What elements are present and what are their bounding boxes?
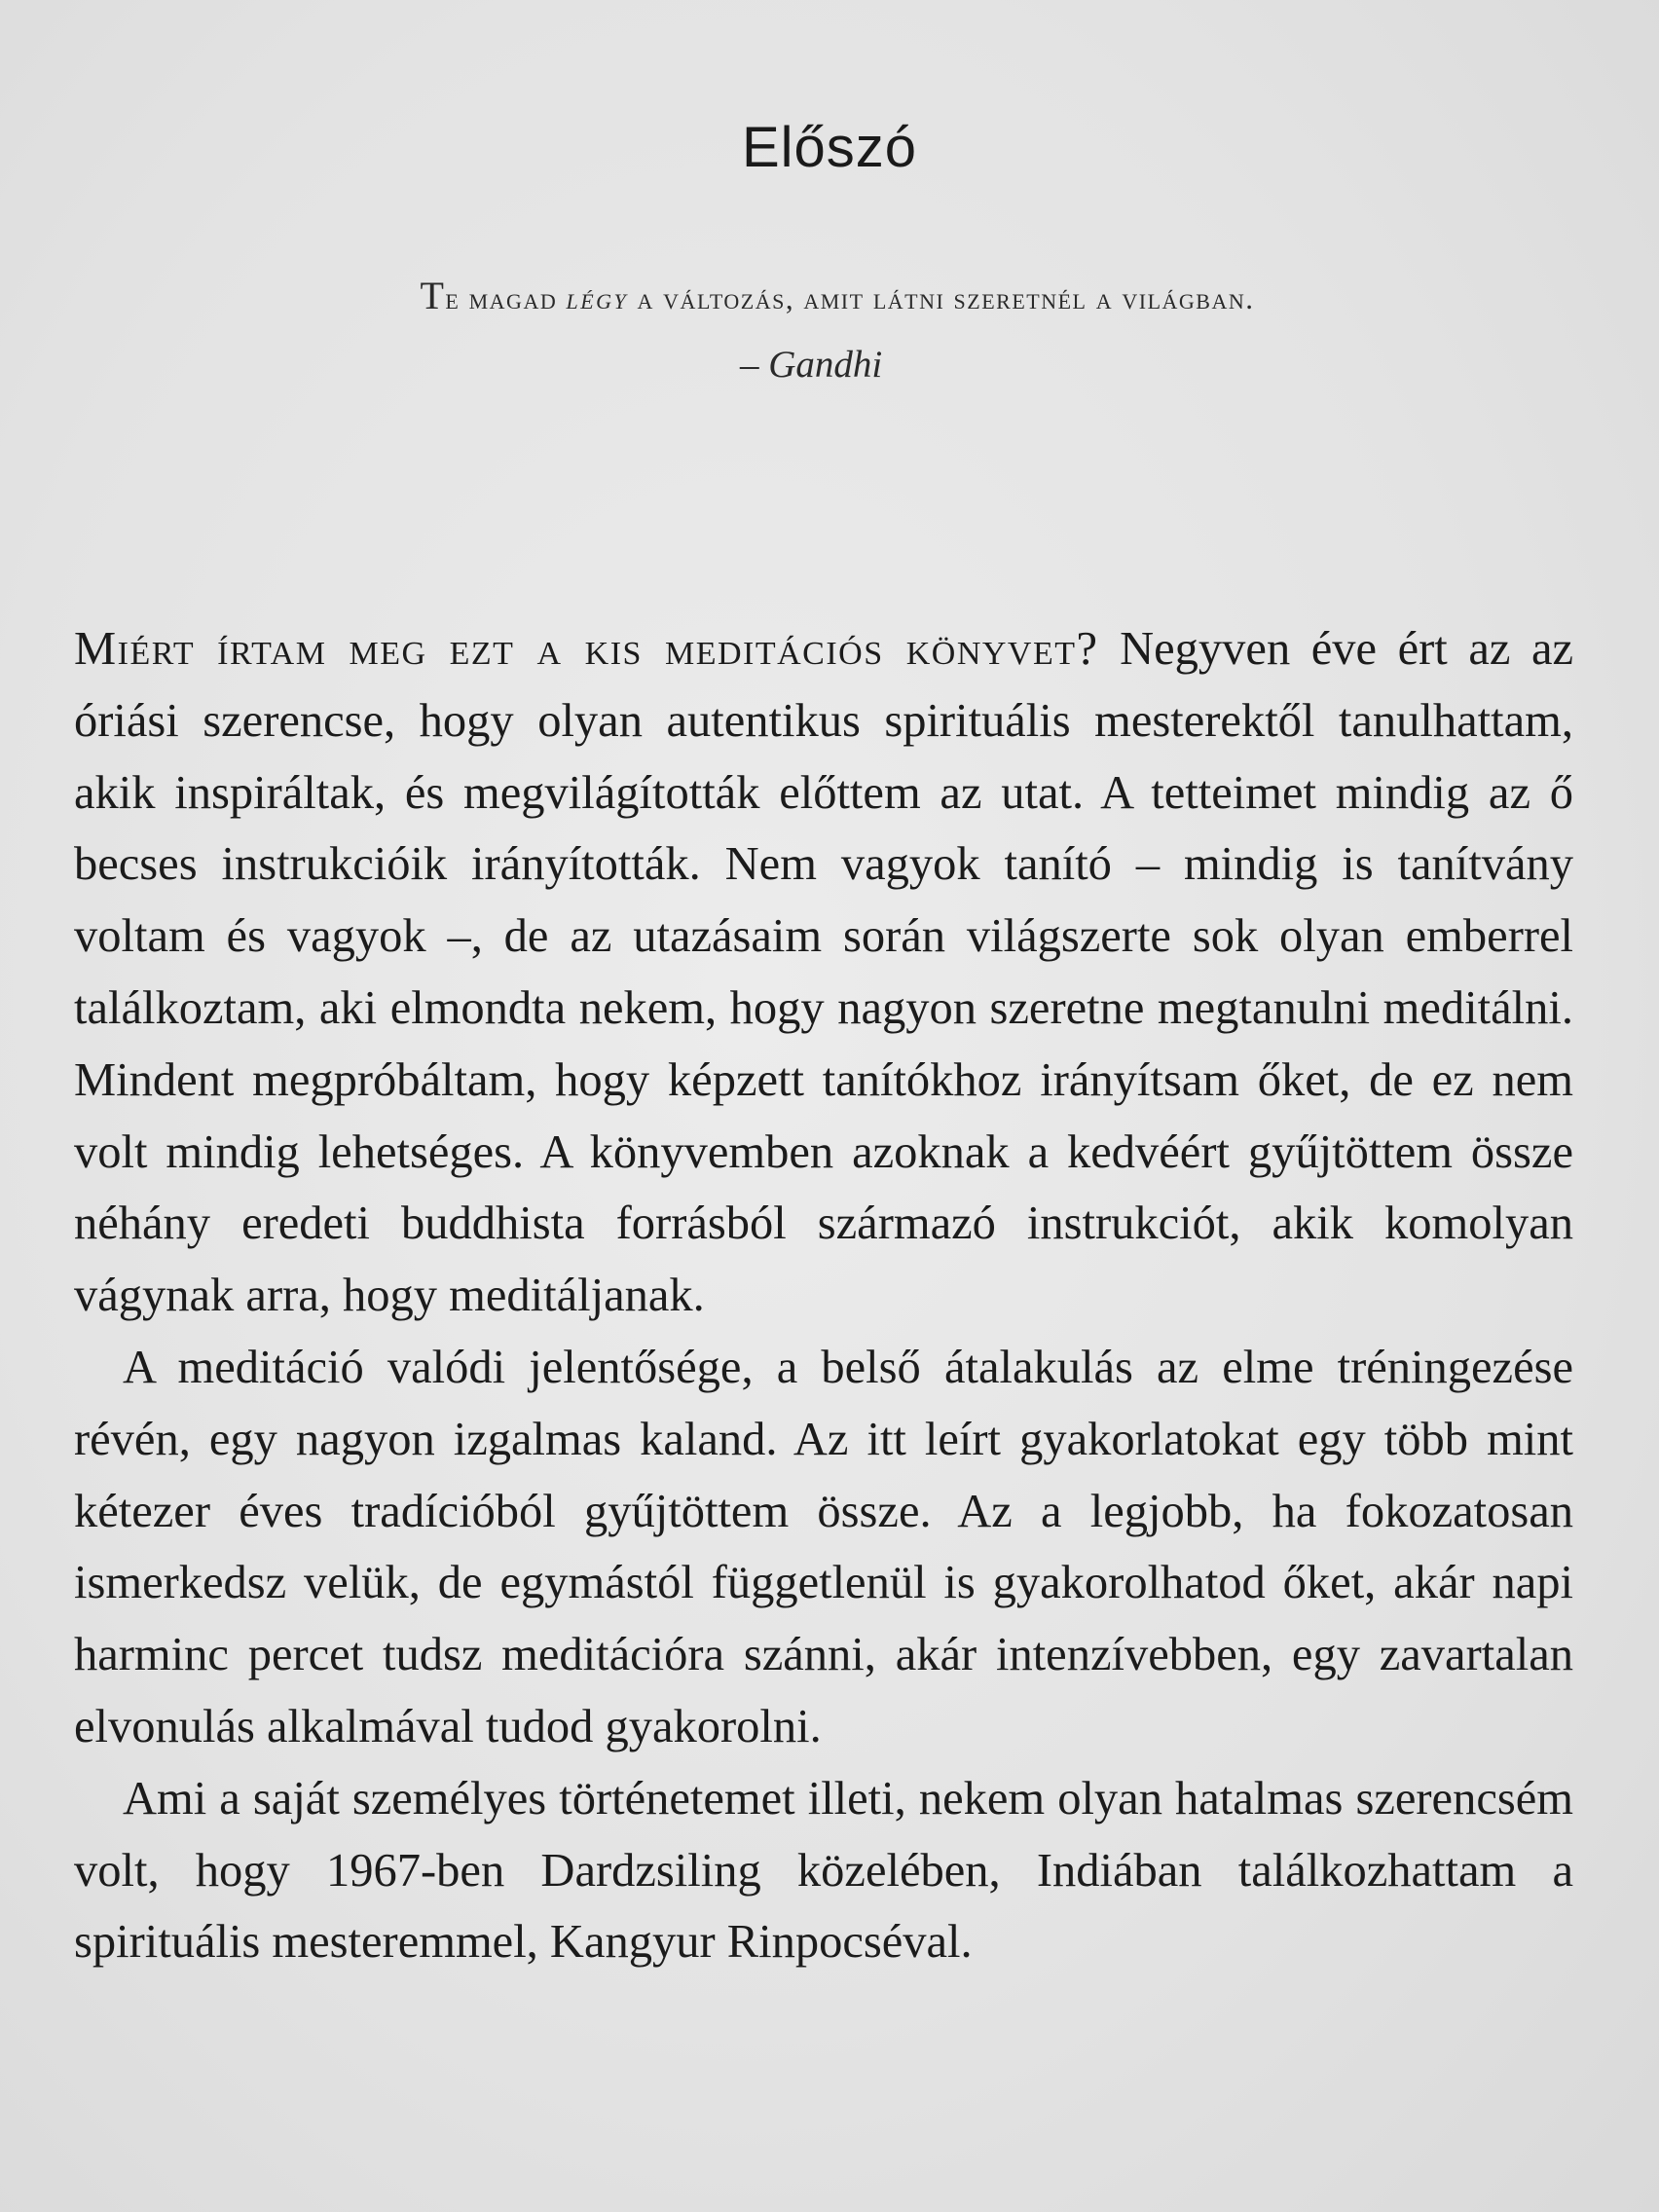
paragraph-1-text: Negyven éve ért az az óriási szerencse, hogy olyan autentikus spirituális mesterektől tanulhattam, akik inspiráltak, és megvilágították előttem az utat. A tetteimet mindig az ő becses instrukcióik irányították. Nem vagyok tanító – mindig is tanítvány voltam és vagyok –, de az utazásaim során világszerte sok olyan emberrel találkoztam, aki elmondta nekem, hogy nagyon szeretne megtanulni meditálni. Mindent megpróbáltam, hogy képzett tanítókhoz irányítsam őket, de ez nem volt mindig lehetséges. A könyvemben azoknak a kedvéért gyűjtöttem össze néhány eredeti buddhista forrásból származó instrukciót, akik komolyan vágynak arra, hogy meditáljanak.	[74, 623, 1573, 1322]
paragraph-lead-in: Miért írtam meg ezt a kis meditációs könyvet?	[74, 623, 1099, 675]
epigraph-text-end: a változás, amit látni szeretnél a világban.	[628, 281, 1255, 315]
epigraph-attribution: – Gandhi	[740, 344, 883, 386]
epigraph-quote	[146, 273, 1529, 318]
epigraph-emphasis: légy	[566, 281, 629, 315]
paragraph-1	[74, 613, 1573, 1332]
paragraph-2: A meditáció valódi jelentősége, a belső átalakulás az elme tréningezése révén, egy nagyon izgalmas kaland. Az itt leírt gyakorlatokat egy több mint kétezer éves tradícióból gyűjtöttem össze. Az a legjobb, ha fokozatosan ismerkedsz velük, de egymástól függetlenül is gyakorolhatod őket, akár napi harminc percet tudsz meditációra szánni, akár intenzívebben, egy zavartalan elvonulás alkalmával tudod gyakorolni.	[74, 1341, 1573, 1752]
epigraph-initial: T	[420, 274, 446, 317]
page-title: Előszó	[741, 116, 918, 179]
epigraph-text-start: e magad	[445, 281, 567, 315]
body-text	[74, 613, 1573, 1978]
paragraph-3: Ami a saját személyes történetemet illeti, nekem olyan hatalmas szerencsém volt, hogy 1967-ben Dardzsiling közelében, Indiában találkozhattam a spirituális mesteremmel, Kangyur Rinpocséval.	[74, 1772, 1573, 1969]
